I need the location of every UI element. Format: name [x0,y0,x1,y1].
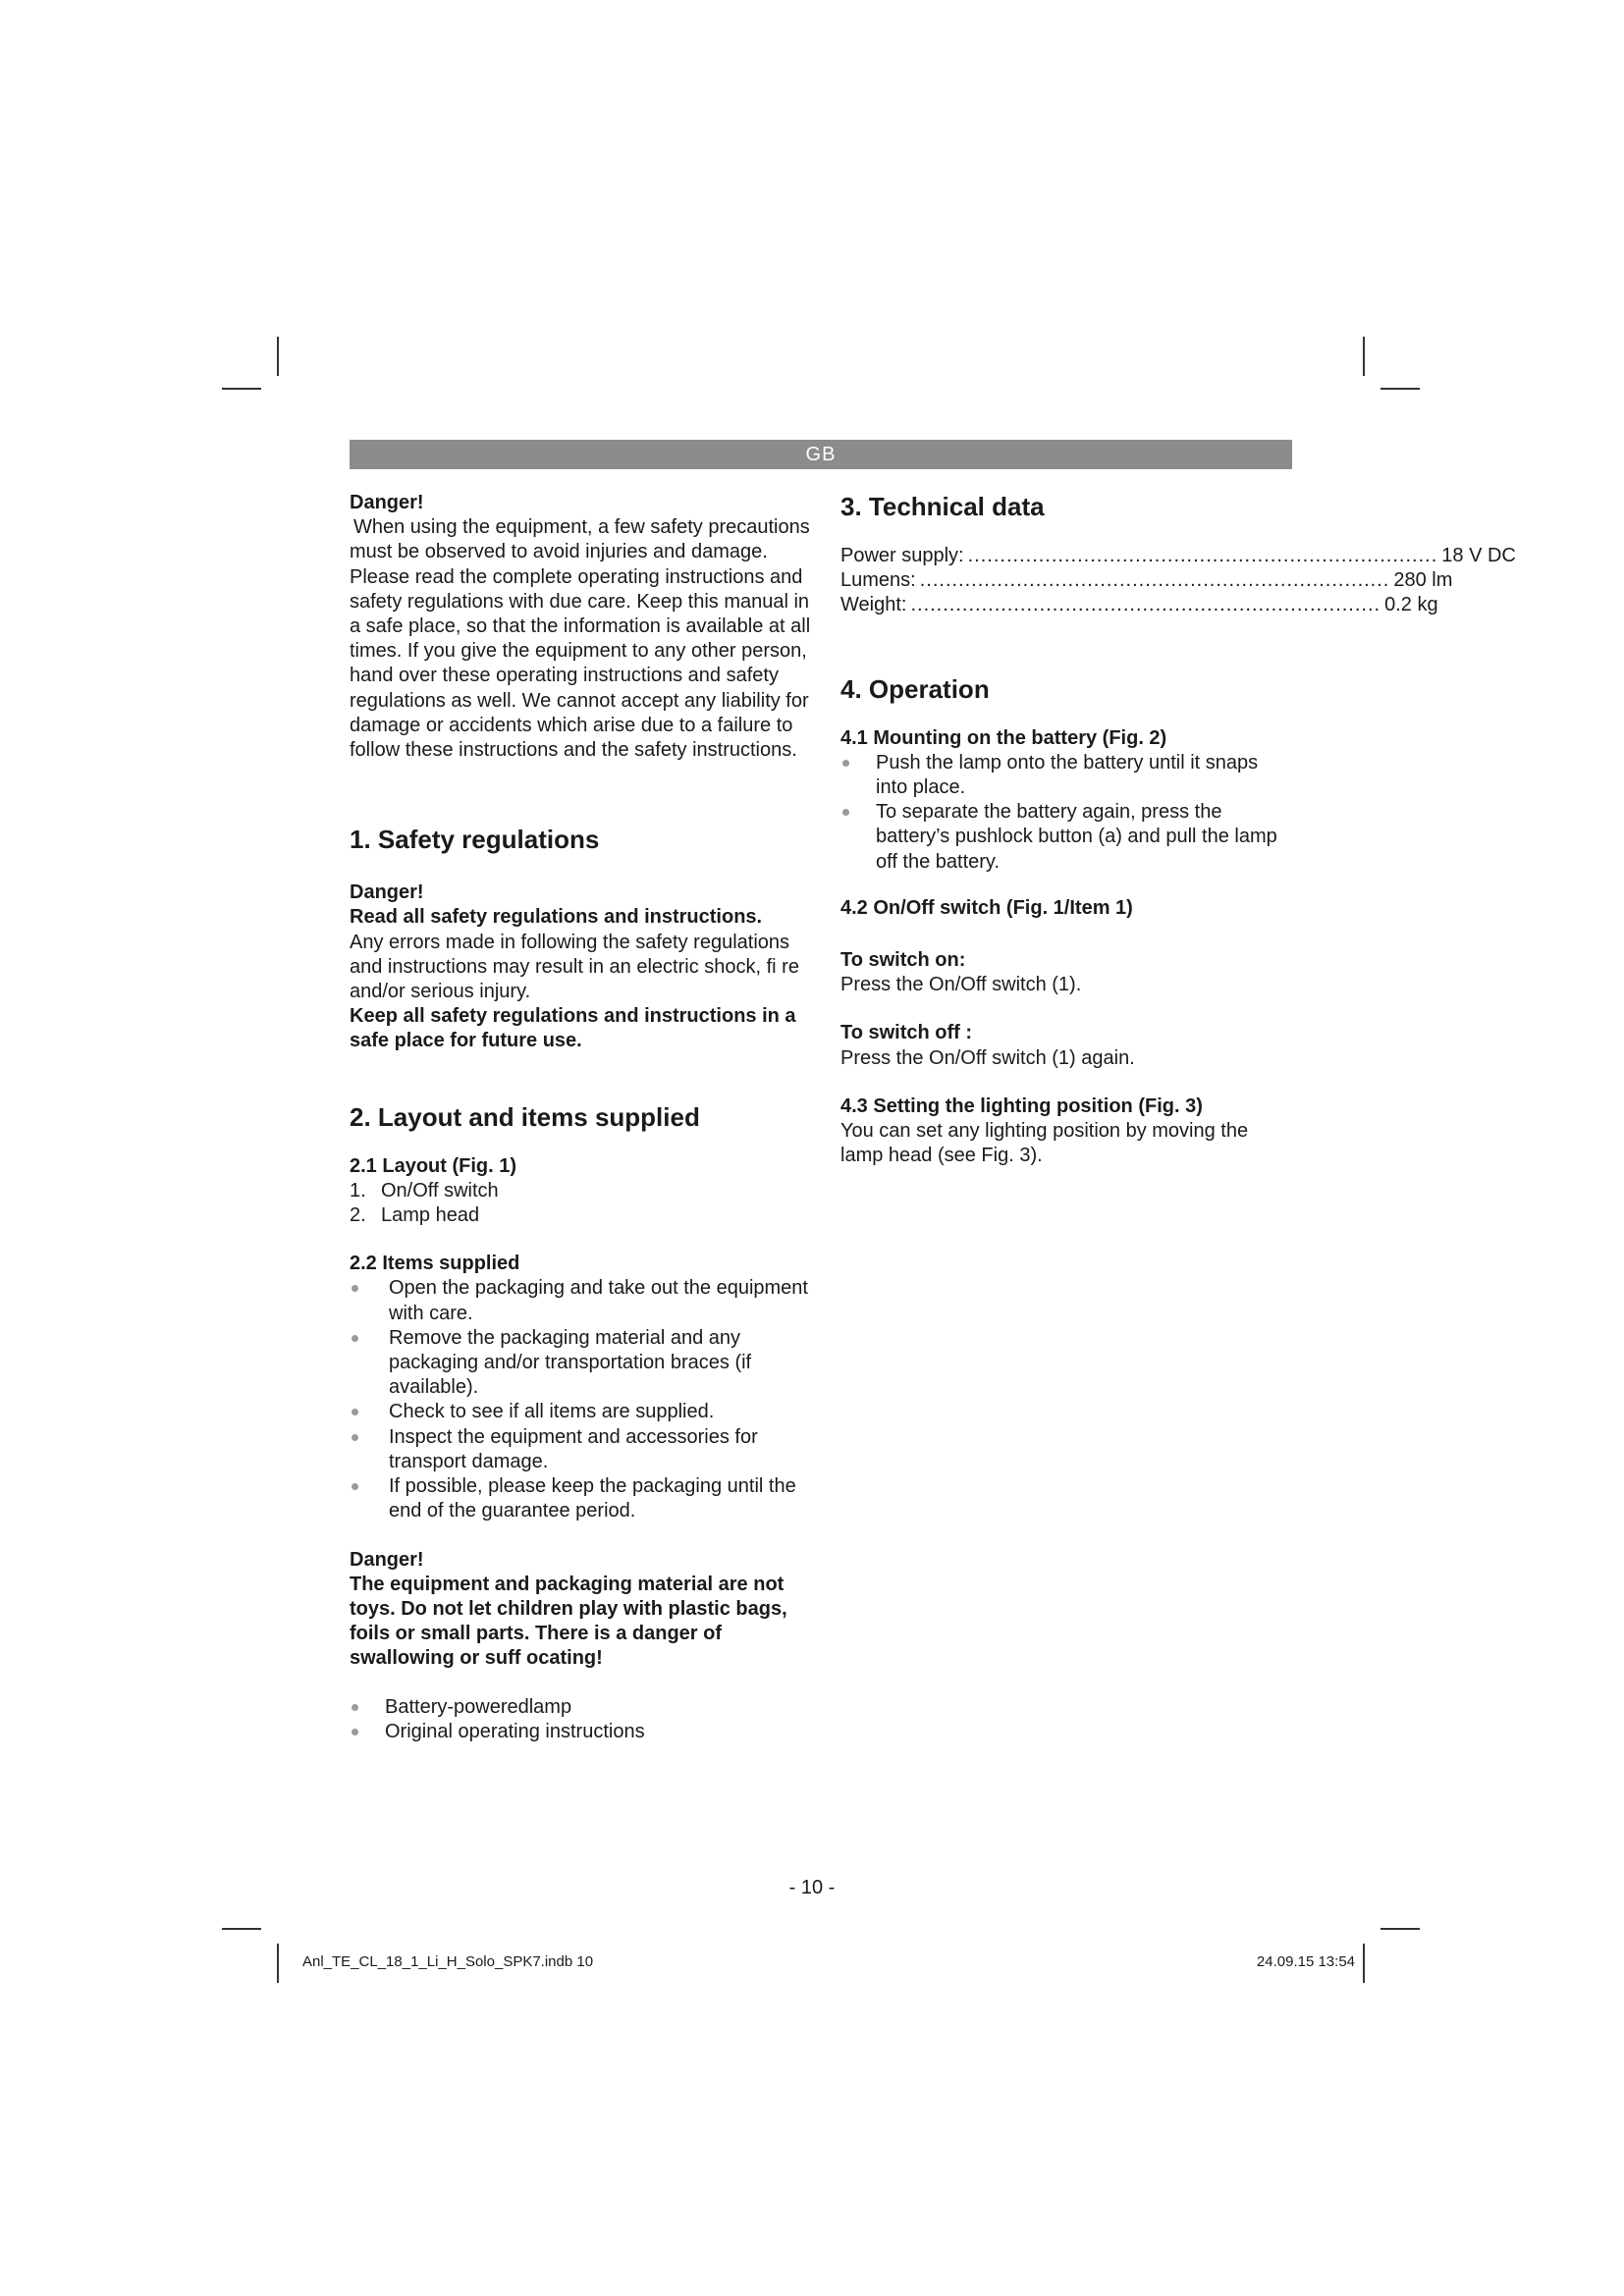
contents-list [350,1695,811,1744]
switch-on-text: Press the On/Off switch (1). [840,974,1082,996]
read-all-safety-text: Read all safety regulations and instructions. [350,906,763,929]
spec-label: Lumens: [840,569,916,592]
spec-value: 18 V DC [1441,545,1516,566]
list-number: 2. [350,1204,366,1227]
section-3-heading: 3. Technical data [840,492,1045,521]
technical-data-table [840,544,1516,618]
keep-safety-text: Keep all safety regulations and instructions in a safe place for future use. [350,1005,796,1052]
crop-mark [1363,337,1365,376]
spec-row [840,568,1453,593]
section-1-heading: 1. Safety regulations [350,825,600,855]
mounting-list [840,751,1294,875]
danger-title: Danger! [350,881,424,904]
spec-row [840,544,1516,568]
mounting-subheading: 4.1 Mounting on the battery (Fig. 2) [840,726,1167,749]
list-item: Battery-poweredlamp [350,1695,811,1720]
list-item: If possible, please keep the packaging until the end of the guarantee period. [350,1474,811,1523]
spec-value: 0.2 kg [1384,594,1438,616]
list-item: To separate the battery again, press the battery’s pushlock button (a) and pull the lamp off the battery. [840,800,1294,875]
list-item: Check to see if all items are supplied. [350,1400,811,1424]
list-item [350,1203,811,1228]
dot-leader: ......................................................................... [967,545,1438,566]
spec-row [840,593,1438,617]
switch-subheading: 4.2 On/Off switch (Fig. 1/Item 1) [840,896,1133,919]
section-2-heading: 2. Layout and items supplied [350,1101,700,1132]
lighting-position-text: You can set any lighting position by moving the lamp head (see Fig. 3). [840,1120,1249,1167]
language-header-bar: GB [350,440,1292,469]
safety-errors-text: Any errors made in following the safety regulations and instructions may result in an electric shock, fi re and/or serious injury. [350,931,799,1003]
list-item-text: Lamp head [381,1204,480,1227]
items-supplied-subheading: 2.2 Items supplied [350,1253,520,1275]
footer-datetime: 24.09.15 13:54 [1256,1953,1355,1970]
footer-file: Anl_TE_CL_18_1_Li_H_Solo_SPK7.indb 10 [302,1953,594,1970]
crop-mark [1363,1944,1365,1983]
spec-label: Power supply: [840,545,964,566]
list-item: Remove the packaging material and any packaging and/or transportation braces (if available). [350,1326,811,1401]
crop-mark [1380,388,1420,390]
items-supplied-list [350,1276,811,1523]
danger-title: Danger! [350,492,424,513]
left-column [350,491,811,1744]
layout-subheading: 2.1 Layout (Fig. 1) [350,1154,517,1177]
list-item: Original operating instructions [350,1720,811,1744]
list-item-text: On/Off switch [381,1179,499,1201]
list-item: Open the packaging and take out the equipment with care. [350,1276,811,1325]
packaging-danger-text: The equipment and packaging material are not toys. Do not let children play with plastic bags, foils or small parts. There is a danger of swallowing or suff ocating! [350,1573,787,1670]
layout-list [350,1179,811,1228]
crop-mark [222,388,261,390]
crop-mark [222,1928,261,1930]
danger-title: Danger! [350,1548,424,1571]
list-item: Push the lamp onto the battery until it snaps into place. [840,751,1294,800]
spec-label: Weight: [840,594,907,616]
crop-mark [277,337,279,376]
crop-mark [277,1944,279,1983]
list-number: 1. [350,1179,366,1201]
crop-mark [1380,1928,1420,1930]
page-number: - 10 - [788,1877,836,1898]
switch-off-title: To switch off : [840,1022,973,1044]
switch-off-text: Press the On/Off switch (1) again. [840,1046,1135,1069]
list-item: Inspect the equipment and accessories for transport damage. [350,1425,811,1474]
dot-leader: ......................................................................... [910,594,1381,616]
dot-leader: ......................................................................... [919,569,1390,592]
spec-value: 280 lm [1393,569,1453,592]
right-column [840,491,1516,1168]
switch-on-title: To switch on: [840,949,966,972]
section-4-heading: 4. Operation [840,673,990,704]
list-item [350,1179,811,1203]
danger-intro-text: When using the equipment, a few safety precautions must be observed to avoid injuries and damage. Please read the complete operating instructions and safety regulations with due care. Keep this manual in a safe place, so that the information is available at all times. If you give the equipment to any other person, hand over these operating instructions and safety regulations as well. We cannot accept any liability for damage or accidents which arise due to a failure to follow these instructions and the safety instructions. [350,516,811,762]
lighting-position-subheading: 4.3 Setting the lighting position (Fig. 3) [840,1095,1203,1117]
